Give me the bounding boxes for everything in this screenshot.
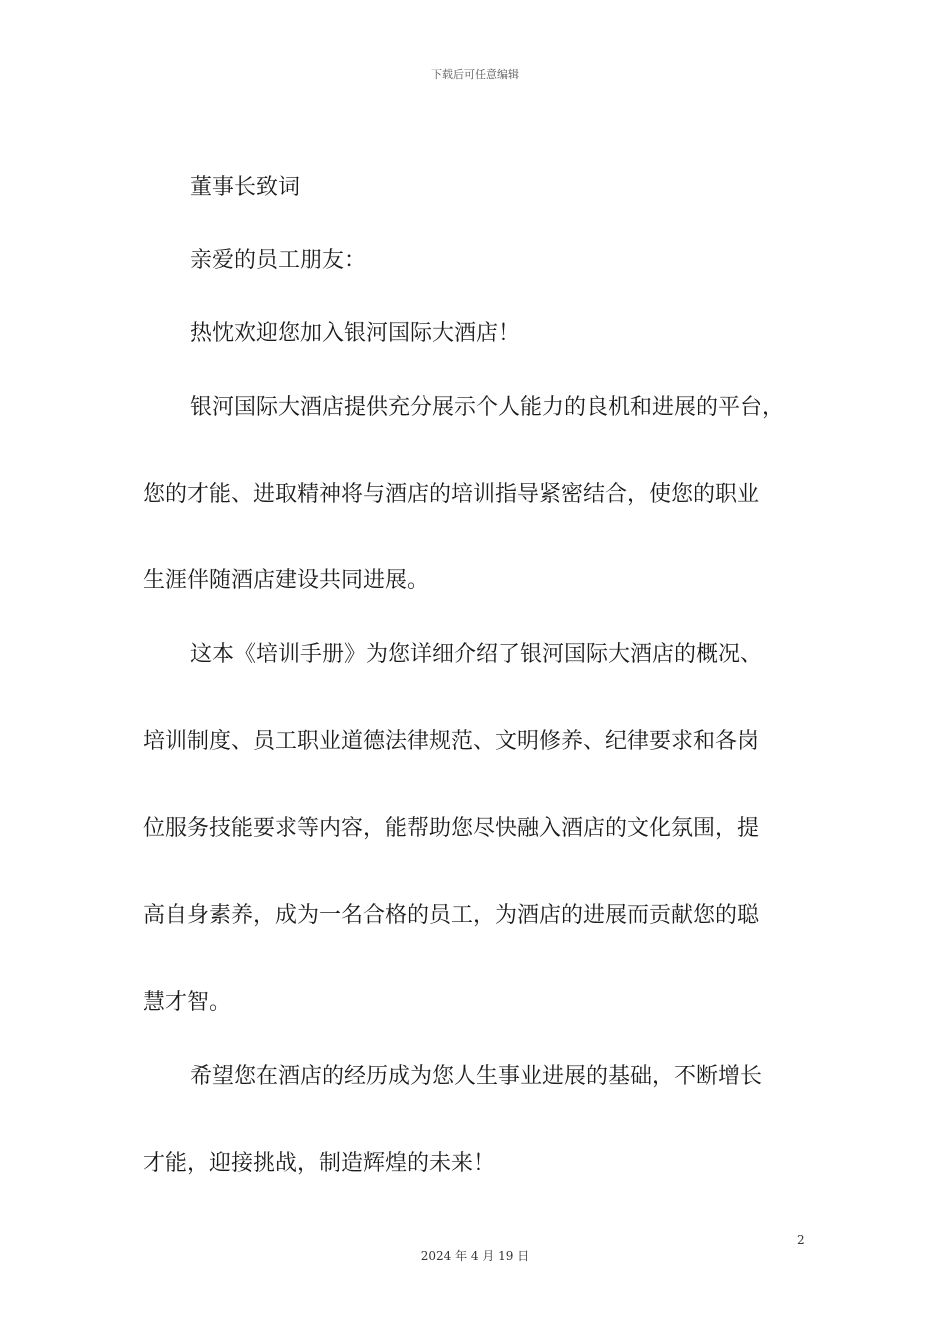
document-title: 董事长致词 (190, 175, 301, 200)
paragraph-line: 这本《培训手册》为您详细介绍了银河国际大酒店的概况、 (190, 642, 763, 667)
paragraph-line: 您的才能、进取精神将与酒店的培训指导紧密结合，使您的职业 (143, 482, 760, 507)
paragraph-line: 高自身素养，成为一名合格的员工，为酒店的进展而贡献您的聪 (143, 903, 760, 928)
footer-date: 2024 年 4 月 19 日 (420, 1249, 530, 1263)
paragraph-line: 希望您在酒店的经历成为您人生事业进展的基础，不断增长 (190, 1064, 763, 1089)
paragraph-line: 位服务技能要求等内容，能帮助您尽快融入酒店的文化氛围，提 (143, 816, 760, 841)
paragraph-line: 培训制度、员工职业道德法律规范、文明修养、纪律要求和各岗 (143, 729, 760, 754)
paragraph-line: 慧才智。 (143, 990, 232, 1015)
page-number: 2 (797, 1233, 805, 1247)
salutation: 亲爱的员工朋友： (190, 248, 367, 273)
paragraph-line: 热忱欢迎您加入银河国际大酒店！ (190, 321, 521, 346)
paragraph-line: 才能，迎接挑战，制造辉煌的未来！ (143, 1151, 496, 1176)
header-note: 下载后可任意编辑 (431, 68, 519, 81)
paragraph-line: 银河国际大酒店提供充分展示个人能力的良机和进展的平台， (190, 395, 785, 420)
paragraph-line: 生涯伴随酒店建设共同进展。 (143, 568, 430, 593)
